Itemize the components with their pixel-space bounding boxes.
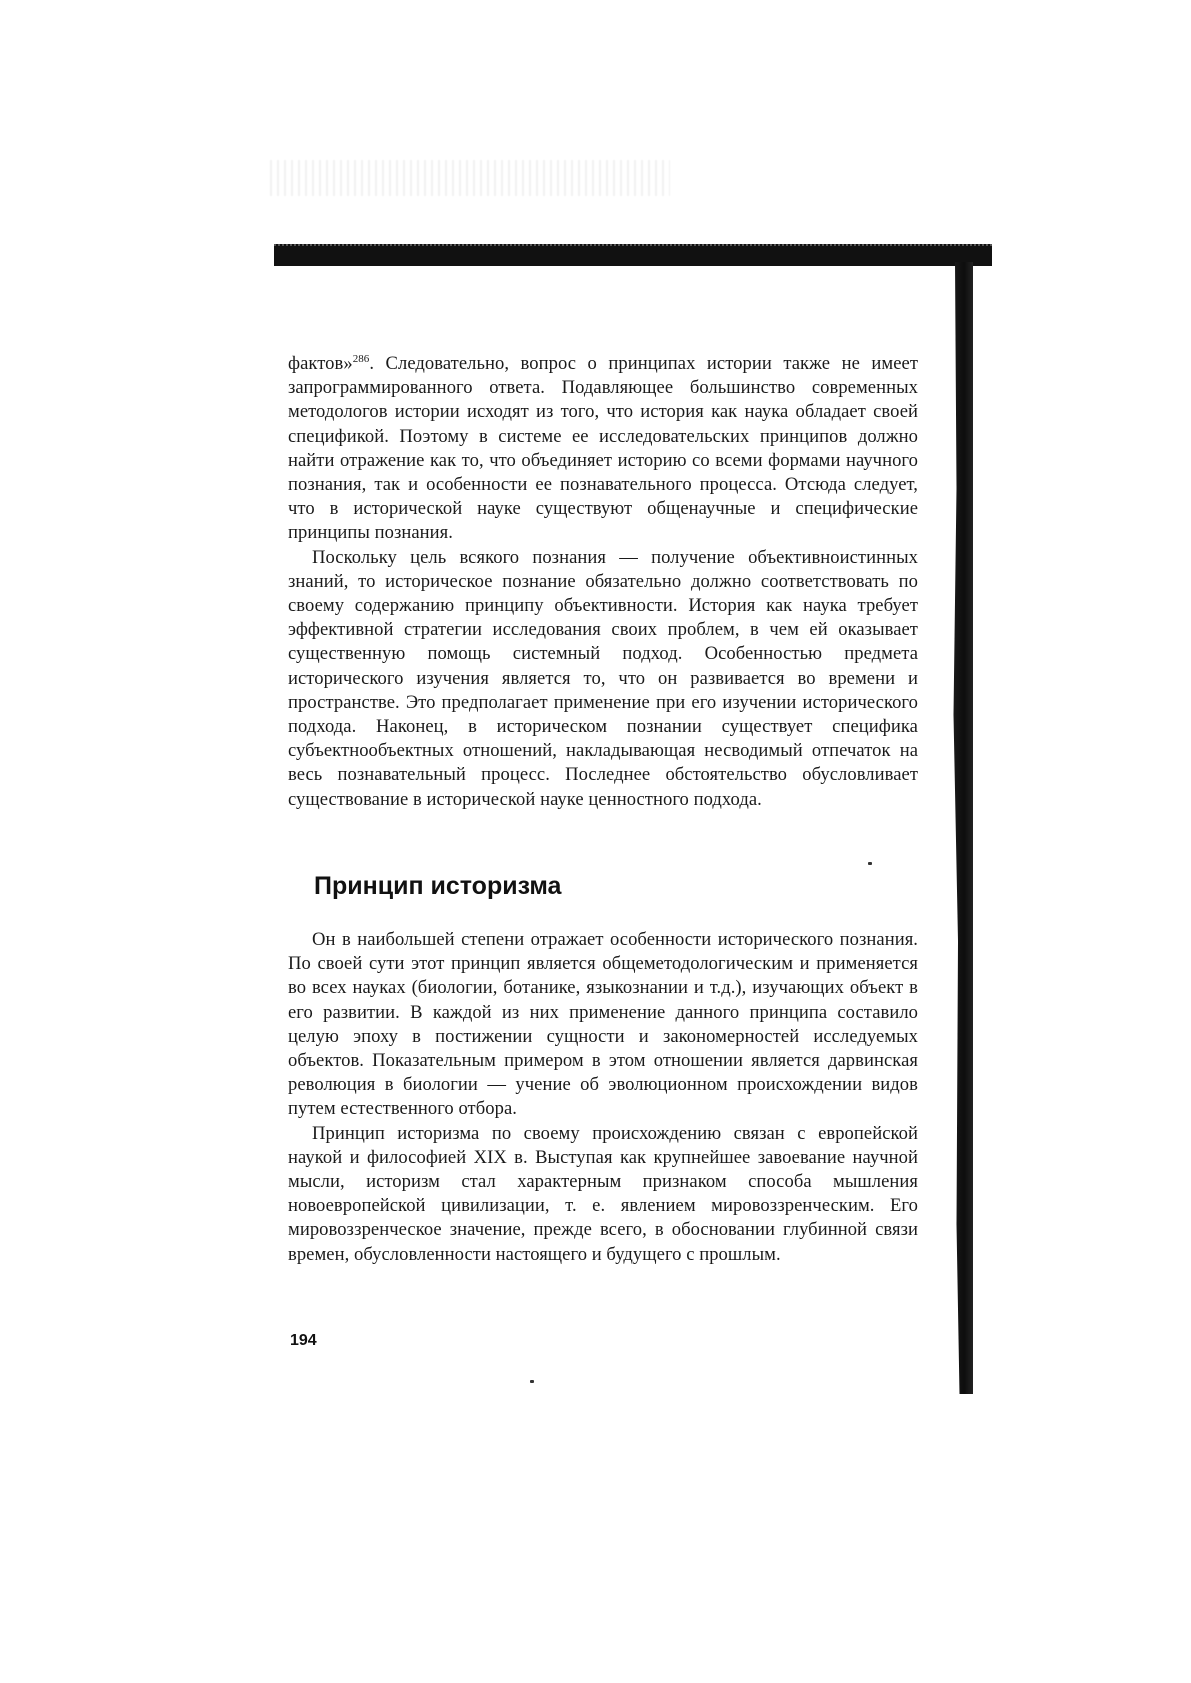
- scan-speck: [868, 862, 872, 865]
- paragraph-3: Он в наибольшей степени отражает особенности исторического познания. По своей сути этот принцип является общеметодологическим и применяется во всех науках (биологии, ботанике, языкознании и т.д.), изучающих объект в его развитии. В каждой из них применение данного принципа составило целую эпоху в постижении сущности и закономерностей исследуемых объектов. Показательным примером в этом отношении является дарвинская революция в биологии — учение об эволюционном происхождении видов путем естественного отбора.: [288, 929, 918, 1120]
- body-text-bottom: [288, 928, 918, 1267]
- section-heading: Принцип историзма: [314, 872, 562, 900]
- scan-speck: [530, 1380, 534, 1383]
- paragraph-2: Поскольку цель всякого познания — получение объективноистинных знаний, то историческое познание обязательно должно соответствовать по своему содержанию принципу объективности. История как наука требует эффективной стратегии исследования своих проблем, в чем ей оказывает существенную помощь системный подход. Особенностью предмета исторического изучения является то, что он развивается во времени и пространстве. Это предполагает применение при его изучении исторического подхода. Наконец, в историческом познании существует специфика субъектнообъектных отношений, накладывающая несводимый отпечаток на весь познавательный процесс. Последнее обстоятельство обусловливает существование в исторической науке ценностного подхода.: [288, 546, 918, 810]
- scan-noise: [270, 160, 670, 196]
- page-number: 194: [290, 1332, 317, 1349]
- paragraph-4: Принцип историзма по своему происхождению связан с европейской наукой и философией XIX в. Выступая как крупнейшее завоевание научной мысли, историзм стал характерным признаком способа мышления новоевропейской цивилизации, т. е. явлением мировоззренческим. Его мировоззренческое значение, прежде всего, в обосновании глубинной связи времен, обусловленности настоящего и будущего с прошлым.: [288, 1122, 918, 1265]
- paragraph-1: фактов»$^{286}$. Следовательно, вопрос о принципах истории также не имеет запрограммированного ответа. Подавляющее большинство современных методологов истории исходят из того, что история как наука обладает своей спецификой. Поэтому в системе ее исследовательских принципов должно найти отражение как то, что объединяет историю со всеми формами научного познания, так и особенности ее познавательного процесса. Отсюда следует, что в исторической науке существуют общенаучные и специфические принципы познания.: [288, 352, 918, 544]
- page-edge-shadow: [943, 262, 973, 1394]
- header-rule: [274, 244, 992, 266]
- footnote-ref: 286: [352, 352, 370, 365]
- body-text-top: [288, 352, 918, 812]
